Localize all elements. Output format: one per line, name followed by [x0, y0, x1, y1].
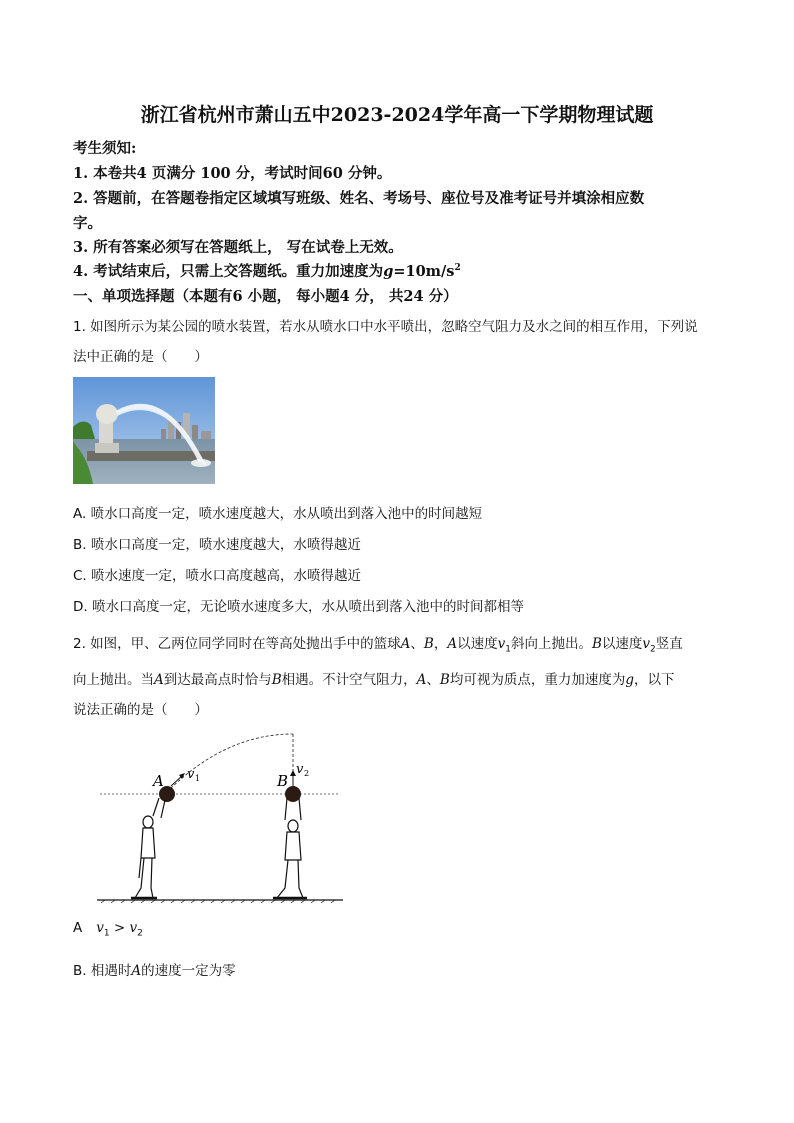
fountain-photo: [73, 377, 215, 484]
notice-item-2-cont: 字。: [73, 215, 102, 232]
gravity-value: =10m/s: [393, 263, 455, 280]
q1-option-c: C. 喷水速度一定，喷水口高度越高，水喷得越近: [73, 568, 362, 584]
q1-option-a: A. 喷水口高度一定，喷水速度越大，水从喷出到落入池中的时间越短: [73, 506, 483, 522]
notice-item-1: 1. 本卷共4 页满分 100 分，考试时间60 分钟。: [73, 165, 392, 182]
label-v2: v: [296, 762, 304, 777]
basketball-diagram: [95, 728, 345, 903]
section-heading: 一、单项选择题（本题有6 小题， 每小题4 分， 共24 分）: [73, 288, 458, 305]
q1-option-b: B. 喷水口高度一定，喷水速度越大，水喷得越近: [73, 537, 361, 553]
notice-item-3: 3. 所有答案必须写在答题纸上， 写在试卷上无效。: [73, 239, 403, 256]
gravity-symbol: g: [383, 263, 394, 280]
q2-stem-line1: 2. 如图，甲、乙两位同学同时在等高处抛出手中的篮球A、B，A以速度$v_1$斜向上抛出。B以速度$v_2$竖直: [73, 636, 683, 655]
q2-option-b: B. 相遇时A的速度一定为零: [73, 963, 236, 979]
label-v1: v: [187, 767, 195, 782]
label-b: B: [277, 772, 289, 790]
label-a: A: [153, 772, 164, 790]
q1-stem-line1: 1. 如图所示为某公园的喷水装置，若水从喷水口中水平喷出，忽略空气阻力及水之间的相互作用，下列说: [73, 319, 698, 335]
student-a: [131, 798, 165, 898]
gravity-exponent: 2: [454, 263, 461, 274]
trajectory-curve: [167, 734, 293, 792]
notice-item-4: [73, 260, 461, 281]
q2-stem-line2: 向上抛出。当A到达最高点时恰与B相遇。不计空气阻力，A、B均可视为质点，重力加速度为g，以下: [73, 672, 675, 688]
student-b: [273, 798, 307, 898]
q2-stem-line3: 说法正确的是（ ）: [73, 702, 208, 718]
label-v1-sub: 1: [195, 774, 201, 783]
page-title: 浙江省杭州市萧山五中2023-2024学年高一下学期物理试题: [140, 104, 654, 126]
q1-stem-line2: 法中正确的是（ ）: [73, 349, 208, 365]
notice-item-2: 2. 答题前，在答题卷指定区域填写班级、姓名、考场号、座位号及准考证号并填涂相应数: [73, 190, 645, 207]
notice-heading: 考生须知:: [73, 140, 137, 157]
label-v2-sub: 2: [304, 769, 310, 778]
notice-item-4-text: 4. 考试结束后，只需上交答题纸。重力加速度为: [73, 263, 384, 280]
basketball-figure: [95, 728, 345, 903]
q1-option-d: D. 喷水口高度一定，无论喷水速度多大，水从喷出到落入池中的时间都相等: [73, 599, 524, 615]
q2-option-a: A $v_1 > v_2$: [73, 920, 143, 939]
fountain-photo-image: [73, 377, 215, 484]
